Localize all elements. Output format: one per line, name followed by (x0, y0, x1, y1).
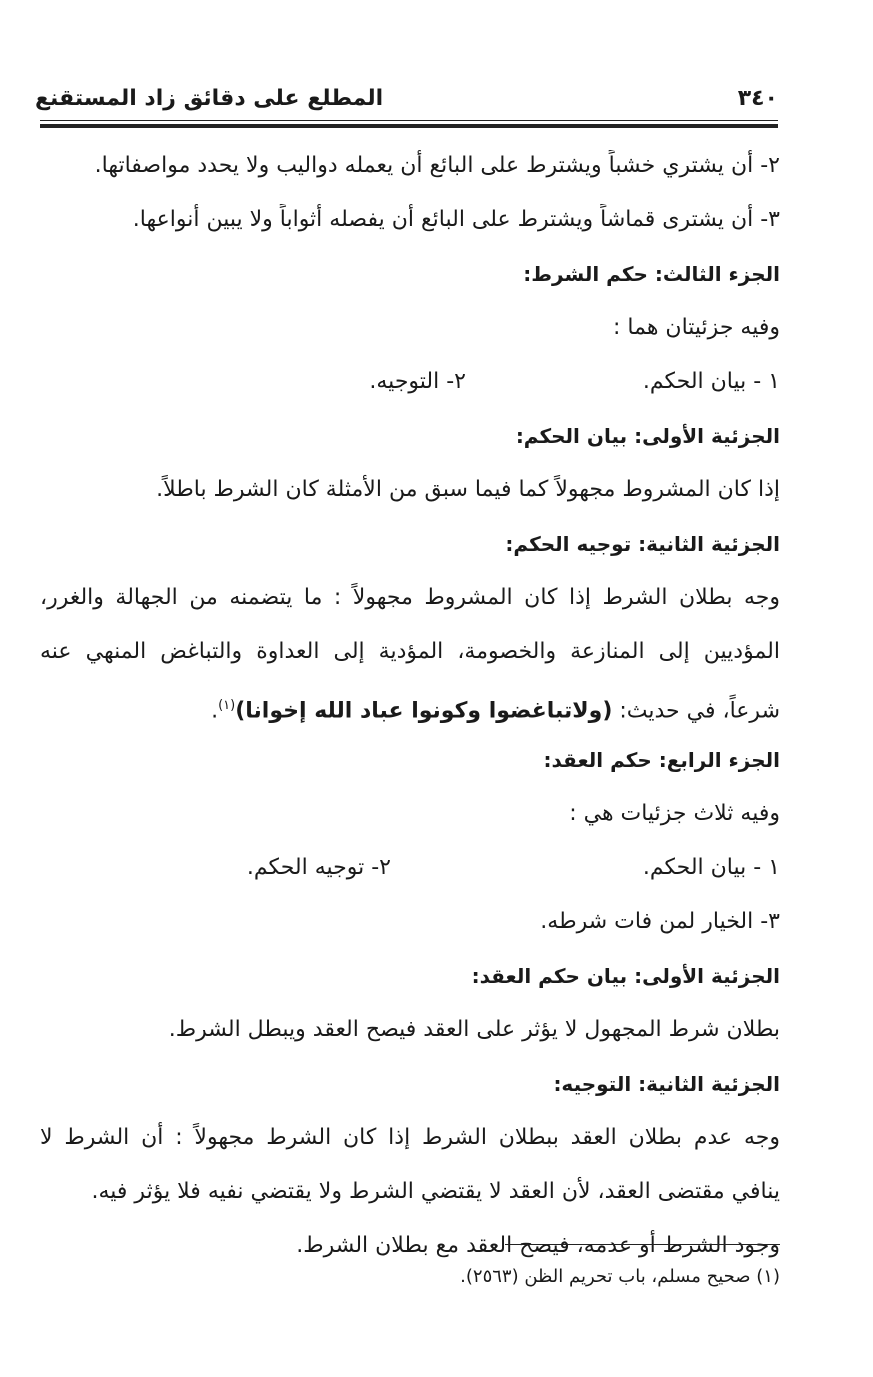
hadith-quote: (ولاتباغضوا وكونوا عباد الله إخوانا) (235, 698, 613, 724)
list-row (40, 366, 780, 420)
footnote: (١) صحيح مسلم، باب تحريم الظن (٢٥٦٣). (460, 1266, 780, 1287)
text-line: ينافي مقتضى العقد، لأن العقد لا يقتضي الشرط ولا يقتضي نفيه فلا يؤثر فيه. (91, 1179, 780, 1204)
subsection-heading: الجزئية الثانية: التوجيه: (553, 1072, 780, 1096)
footnote-rule (505, 1244, 780, 1245)
header-rule-thin (40, 120, 778, 121)
text-line: وجود الشرط أو عدمه، فيصح العقد مع بطلان الشرط. (296, 1233, 780, 1258)
footnote-marker: (١) (218, 698, 236, 713)
subsection-heading: الجزئية الثانية: توجيه الحكم: (505, 532, 780, 556)
text-line: وفيه جزئيتان هما : (613, 315, 780, 340)
text-line: بطلان شرط المجهول لا يؤثر على العقد فيصح العقد ويبطل الشرط. (168, 1017, 780, 1042)
text-span: . (211, 698, 219, 724)
page-body (40, 150, 780, 1284)
text-line (40, 690, 780, 744)
header-rule-thick (40, 124, 778, 128)
subsection-heading: الجزئية الأولى: بيان الحكم: (515, 424, 780, 448)
text-line: وجه بطلان الشرط إذا كان المشروط مجهولاً : ما يتضمنه من الجهالة والغرر، (40, 585, 780, 610)
list-item: ١ - بيان الحكم. (642, 369, 780, 394)
text-line: إذا كان المشروط مجهولاً كما فيما سبق من الأمثلة كان الشرط باطلاً. (156, 477, 780, 502)
list-item: ١ - بيان الحكم. (642, 855, 780, 880)
list-item: ٣- الخيار لمن فات شرطه. (540, 909, 780, 934)
section-heading: الجزء الرابع: حكم العقد: (543, 748, 780, 772)
text-line: وجه عدم بطلان العقد ببطلان الشرط إذا كان الشرط مجهولاً : أن الشرط لا (40, 1125, 780, 1150)
text-line: ٢- أن يشتري خشباً ويشترط على البائع أن يعمله دواليب ولا يحدد مواصفاتها. (94, 153, 780, 178)
text-line: ٣- أن يشترى قماشاً ويشترط على البائع أن يفصله أثواباً ولا يبين أنواعها. (132, 207, 780, 232)
list-row (40, 852, 780, 906)
text-line: المؤديين إلى المنازعة والخصومة، المؤدية إلى العداوة والتباغض المنهي عنه (40, 639, 780, 664)
list-item: ٢- توجيه الحكم. (246, 855, 391, 880)
page-header (35, 78, 778, 118)
list-item: ٢- التوجيه. (369, 369, 466, 394)
book-title: المطلع على دقائق زاد المستقنع (35, 85, 384, 111)
subsection-heading: الجزئية الأولى: بيان حكم العقد: (471, 964, 780, 988)
page-number: ٣٤٠ (737, 85, 778, 111)
text-line: وفيه ثلاث جزئيات هي : (569, 801, 780, 826)
section-heading: الجزء الثالث: حكم الشرط: (523, 262, 780, 286)
text-span: شرعاً، في حديث: (612, 698, 780, 724)
